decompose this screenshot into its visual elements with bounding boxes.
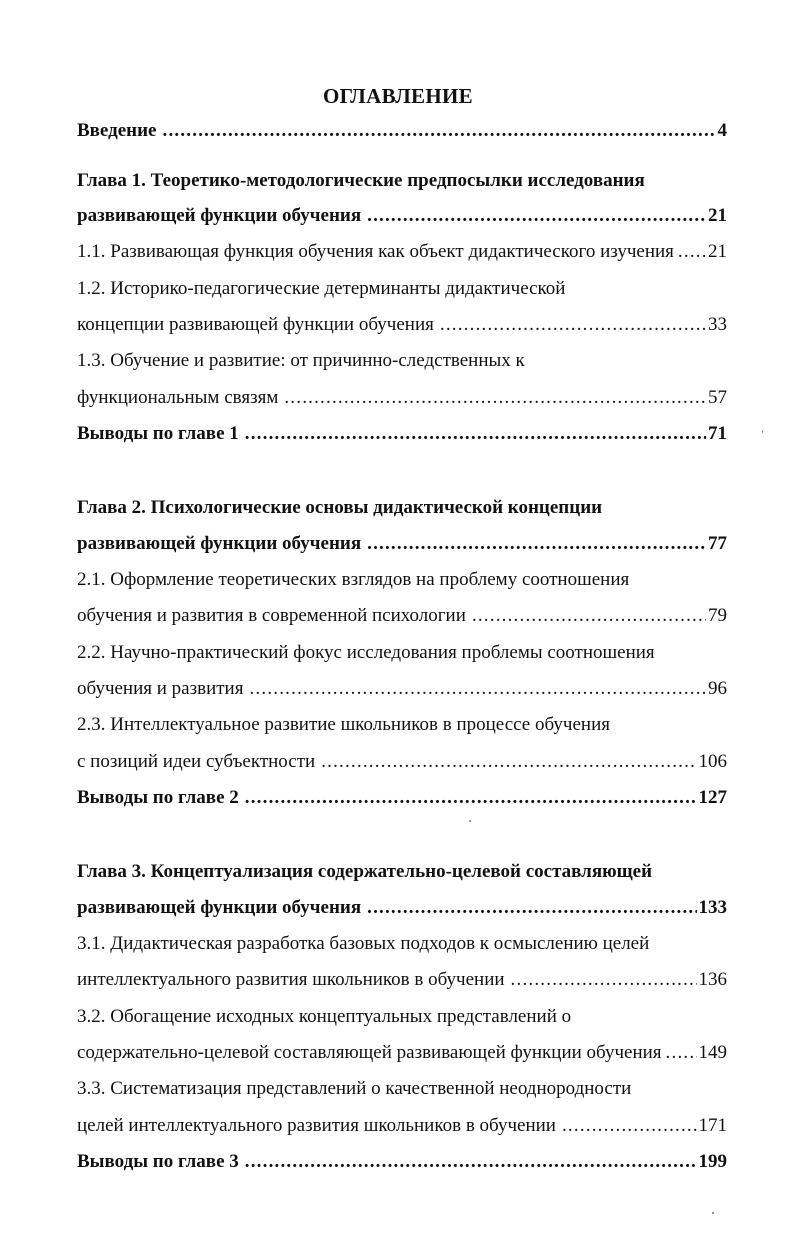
section-2-2-cont — [77, 676, 727, 702]
toc-entry-text: 1.3. Обучение и развитие: от причинно-следственных к — [77, 350, 525, 371]
dot-leader — [245, 1149, 697, 1175]
toc-page-number: 21 — [708, 205, 727, 226]
toc-page-number: 79 — [708, 605, 727, 626]
toc-entry-text: 3.3. Систематизация представлений о качественной неоднородности — [77, 1078, 632, 1099]
chapter-3-conclusions — [77, 1149, 727, 1175]
toc-page-number: 127 — [698, 787, 727, 808]
toc-entry-text: функциональным связям — [77, 387, 279, 408]
section-1-2-cont — [77, 312, 727, 338]
dot-leader — [678, 239, 706, 265]
chapter-3-heading-cont — [77, 895, 727, 921]
chapter-2-conclusions — [77, 785, 727, 811]
toc-entry-text: обучения и развития в современной психологии — [77, 605, 466, 626]
dot-leader — [367, 895, 696, 921]
section-3-3 — [77, 1076, 727, 1102]
toc-entry-text: 3.1. Дидактическая разработка базовых подходов к осмыслению целей — [77, 933, 650, 954]
toc-entry-text: 2.3. Интеллектуальное развитие школьников в процессе обучения — [77, 714, 610, 735]
toc-entry-text: интеллектуального развития школьников в обучении — [77, 969, 505, 990]
section-2-3-cont — [77, 749, 727, 775]
scan-speck — [469, 820, 471, 822]
toc-page-number: 133 — [698, 897, 727, 918]
dot-leader — [472, 603, 706, 629]
toc-entry-text: развивающей функции обучения — [77, 897, 362, 918]
toc-entry-text: Выводы по главе 3 — [77, 1151, 239, 1172]
dot-leader — [666, 1040, 697, 1066]
dot-leader — [440, 312, 706, 338]
toc-entry-text: Выводы по главе 1 — [77, 423, 239, 444]
toc-page-number: 96 — [708, 678, 727, 699]
toc-page-number: 57 — [708, 387, 727, 408]
section-3-2-cont — [77, 1040, 727, 1066]
chapter-2-heading-cont — [77, 531, 727, 557]
toc-page-number: 136 — [698, 969, 727, 990]
toc-entry-text: Глава 2. Психологические основы дидактической концепции — [77, 497, 603, 518]
section-2-2 — [77, 640, 727, 666]
toc-page-number: 33 — [708, 314, 727, 335]
toc-page-number: 21 — [708, 241, 727, 262]
toc-entry-text: 3.2. Обогащение исходных концептуальных представлений о — [77, 1006, 572, 1027]
toc-entry-text: 1.1. Развивающая функция обучения как объект дидактического изучения — [77, 241, 674, 262]
dot-leader — [367, 531, 706, 557]
scan-speck — [712, 1212, 714, 1214]
toc-entry-text: Глава 1. Теоретико-методологические предпосылки исследования — [77, 170, 645, 191]
dot-leader — [367, 203, 706, 229]
section-3-3-cont — [77, 1113, 727, 1139]
dot-leader — [284, 385, 706, 411]
toc-entry-text: развивающей функции обучения — [77, 533, 362, 554]
toc-entry-text: 1.2. Историко-педагогические детерминанты дидактической — [77, 278, 566, 299]
toc-entry-text: содержательно-целевой составляющей развивающей функции обучения — [77, 1042, 662, 1063]
dot-leader — [245, 785, 697, 811]
dot-leader — [163, 118, 716, 144]
chapter-2-heading — [77, 495, 727, 521]
chapter-1-heading-cont — [77, 203, 727, 229]
toc-entry-text: Глава 3. Концептуализация содержательно-целевой составляющей — [77, 861, 653, 882]
section-2-1 — [77, 567, 727, 593]
dot-leader — [511, 967, 697, 993]
toc-page-number: 199 — [698, 1151, 727, 1172]
chapter-3-heading — [77, 859, 727, 885]
section-3-1 — [77, 931, 727, 957]
toc-page-number: 77 — [708, 533, 727, 554]
page-title: ОГЛАВЛЕНИЕ — [323, 84, 473, 108]
dot-leader — [245, 421, 706, 447]
toc-entry-text: Введение — [77, 120, 157, 141]
toc-page-number: 4 — [717, 120, 727, 141]
toc-entry-text: концепции развивающей функции обучения — [77, 314, 434, 335]
toc-page-number: 171 — [698, 1115, 727, 1136]
toc-entry-text: Выводы по главе 2 — [77, 787, 239, 808]
toc-entry-text: с позиций идеи субъектности — [77, 751, 316, 772]
toc-entry-text: целей интеллектуального развития школьников в обучении — [77, 1115, 556, 1136]
scan-speck — [762, 430, 763, 433]
toc-entry-text: 2.2. Научно-практический фокус исследования проблемы соотношения — [77, 642, 655, 663]
toc-page-number: 106 — [698, 751, 727, 772]
toc-entry-text: обучения и развития — [77, 678, 244, 699]
toc-entry-text: 2.1. Оформление теоретических взглядов на проблему соотношения — [77, 569, 630, 590]
chapter-1-heading — [77, 168, 727, 194]
section-3-2 — [77, 1004, 727, 1030]
section-1-3-cont — [77, 385, 727, 411]
section-3-1-cont — [77, 967, 727, 993]
section-2-1-cont — [77, 603, 727, 629]
section-1-3 — [77, 348, 727, 374]
toc-entry-intro — [77, 118, 727, 144]
section-2-3 — [77, 712, 727, 738]
dot-leader — [249, 676, 706, 702]
section-1-1 — [77, 239, 727, 265]
toc-entry-text: развивающей функции обучения — [77, 205, 362, 226]
section-1-2 — [77, 276, 727, 302]
toc-page-number: 71 — [708, 423, 727, 444]
dot-leader — [562, 1113, 697, 1139]
dot-leader — [321, 749, 696, 775]
chapter-1-conclusions — [77, 421, 727, 447]
toc-page-number: 149 — [698, 1042, 727, 1063]
